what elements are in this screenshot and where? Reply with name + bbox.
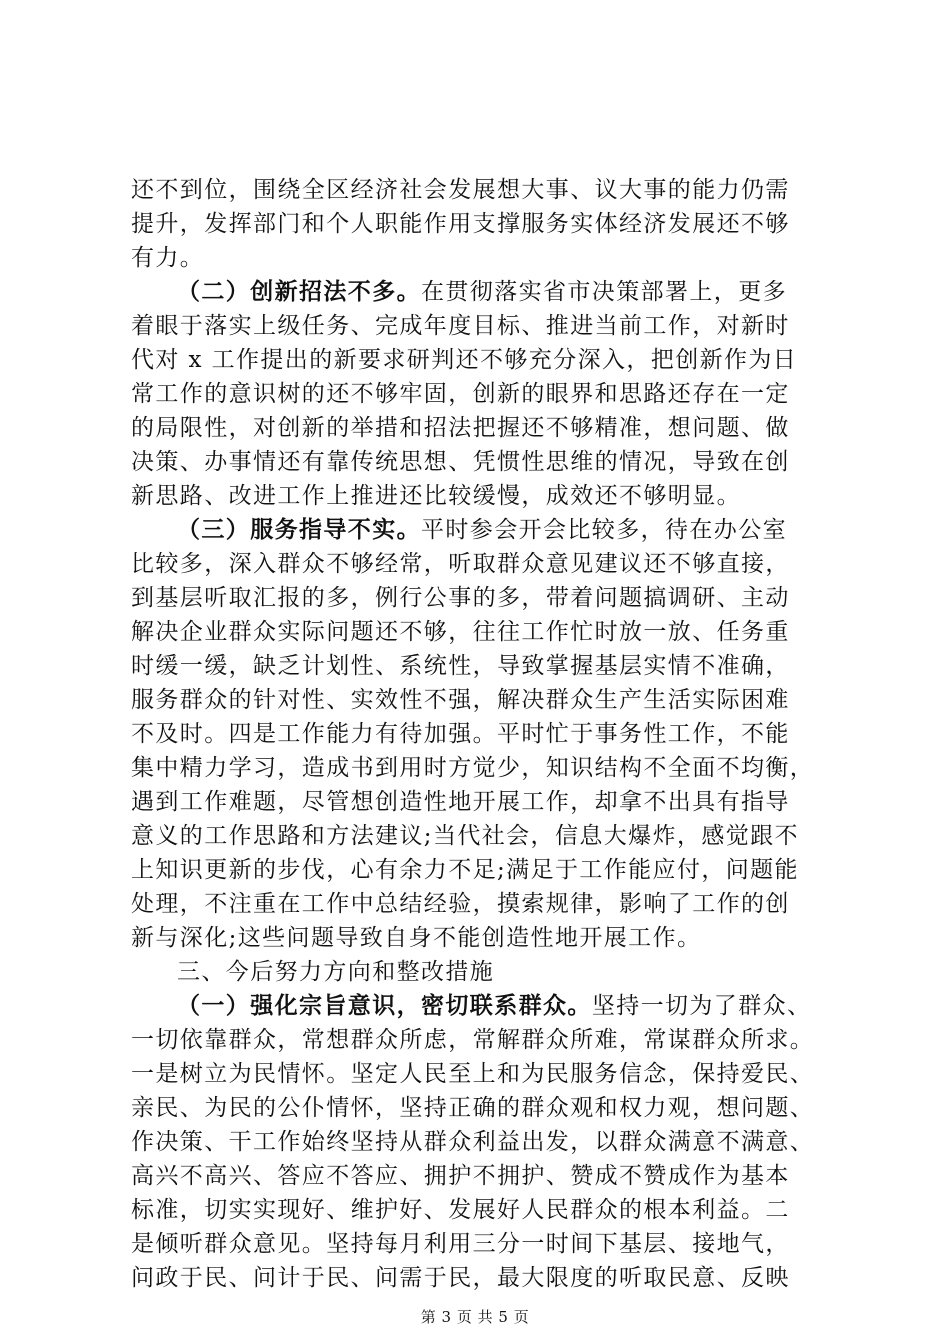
body-line: 标准，切实实现好、维护好、发展好人民群众的根本利益。二 — [131, 1197, 790, 1223]
body-line: 的局限性，对创新的举措和招法把握还不够精准，想问题、做 — [131, 415, 790, 441]
section-heading: （三）服务指导不实。 — [177, 516, 421, 543]
body-line: 比较多，深入群众不够经常，听取群众意见建议还不够直接， — [131, 551, 790, 577]
body-line: 常工作的意识树的还不够牢固，创新的眼界和思路还存在一定 — [131, 381, 790, 407]
body-line: 高兴不高兴、答应不答应、拥护不拥护、赞成不赞成作为基本 — [131, 1163, 790, 1189]
body-line: 有力。 — [131, 245, 205, 271]
section-heading-line: （一）强化宗旨意识，密切联系群众。坚持一切为了群众、 — [177, 992, 812, 1019]
chapter-heading: 三、今后努力方向和整改措施 — [177, 959, 495, 985]
section-heading-line: （三）服务指导不实。平时参会开会比较多，待在办公室 — [177, 516, 787, 543]
section-heading: （二）创新招法不多。 — [177, 278, 421, 305]
body-line: 集中精力学习，造成书到用时方觉少，知识结构不全面不均衡， — [131, 755, 815, 781]
body-line: 问政于民、问计于民、问需于民，最大限度的听取民意、反映 — [131, 1265, 790, 1291]
body-line: 遇到工作难题，尽管想创造性地开展工作，却拿不出具有指导 — [131, 789, 790, 815]
body-line: 时缓一缓，缺乏计划性、系统性，导致掌握基层实情不准确， — [131, 653, 790, 679]
body-line: 提升，发挥部门和个人职能作用支撑服务实体经济发展还不够 — [131, 211, 790, 237]
body-line: 还不到位，围绕全区经济社会发展想大事、议大事的能力仍需 — [131, 177, 790, 203]
body-line: 作决策、干工作始终坚持从群众利益出发，以群众满意不满意、 — [131, 1129, 815, 1155]
page-number-footer: 第 3 页 共 5 页 — [420, 1308, 530, 1326]
body-line: 到基层听取汇报的多，例行公事的多，带着问题搞调研、主动 — [131, 585, 790, 611]
body-line: 不及时。四是工作能力有待加强。平时忙于事务性工作，不能 — [131, 721, 790, 747]
body-line: 一切依靠群众，常想群众所虑，常解群众所难，常谋群众所求。 — [131, 1027, 815, 1053]
body-line: 解决企业群众实际问题还不够，往往工作忙时放一放、任务重 — [131, 619, 790, 645]
body-line: 代对 x 工作提出的新要求研判还不够充分深入，把创新作为日 — [131, 347, 798, 373]
body-line: 是倾听群众意见。坚持每月利用三分一时间下基层、接地气， — [131, 1231, 790, 1257]
body-line: 着眼于落实上级任务、完成年度目标、推进当前工作，对新时 — [131, 313, 790, 339]
body-line: 决策、办事情还有靠传统思想、凭惯性思维的情况，导致在创 — [131, 449, 790, 475]
body-line: 意义的工作思路和方法建议;当代社会，信息大爆炸，感觉跟不 — [131, 823, 799, 849]
section-heading: （一）强化宗旨意识，密切联系群众。 — [177, 992, 592, 1019]
body-line: 亲民、为民的公仆情怀，坚持正确的群众观和权力观，想问题、 — [131, 1095, 815, 1121]
body-line: 新与深化;这些问题导致自身不能创造性地开展工作。 — [131, 925, 702, 951]
body-line: 处理，不注重在工作中总结经验，摸索规律，影响了工作的创 — [131, 891, 790, 917]
section-heading-line: （二）创新招法不多。在贯彻落实省市决策部署上，更多 — [177, 278, 787, 305]
body-line: 服务群众的针对性、实效性不强，解决群众生产生活实际困难 — [131, 687, 790, 713]
body-line: 新思路、改进工作上推进还比较缓慢，成效还不够明显。 — [131, 483, 741, 509]
body-line: 上知识更新的步伐，心有余力不足;满足于工作能应付，问题能 — [131, 857, 799, 883]
body-line: 一是树立为民情怀。坚定人民至上和为民服务信念，保持爱民、 — [131, 1061, 815, 1087]
